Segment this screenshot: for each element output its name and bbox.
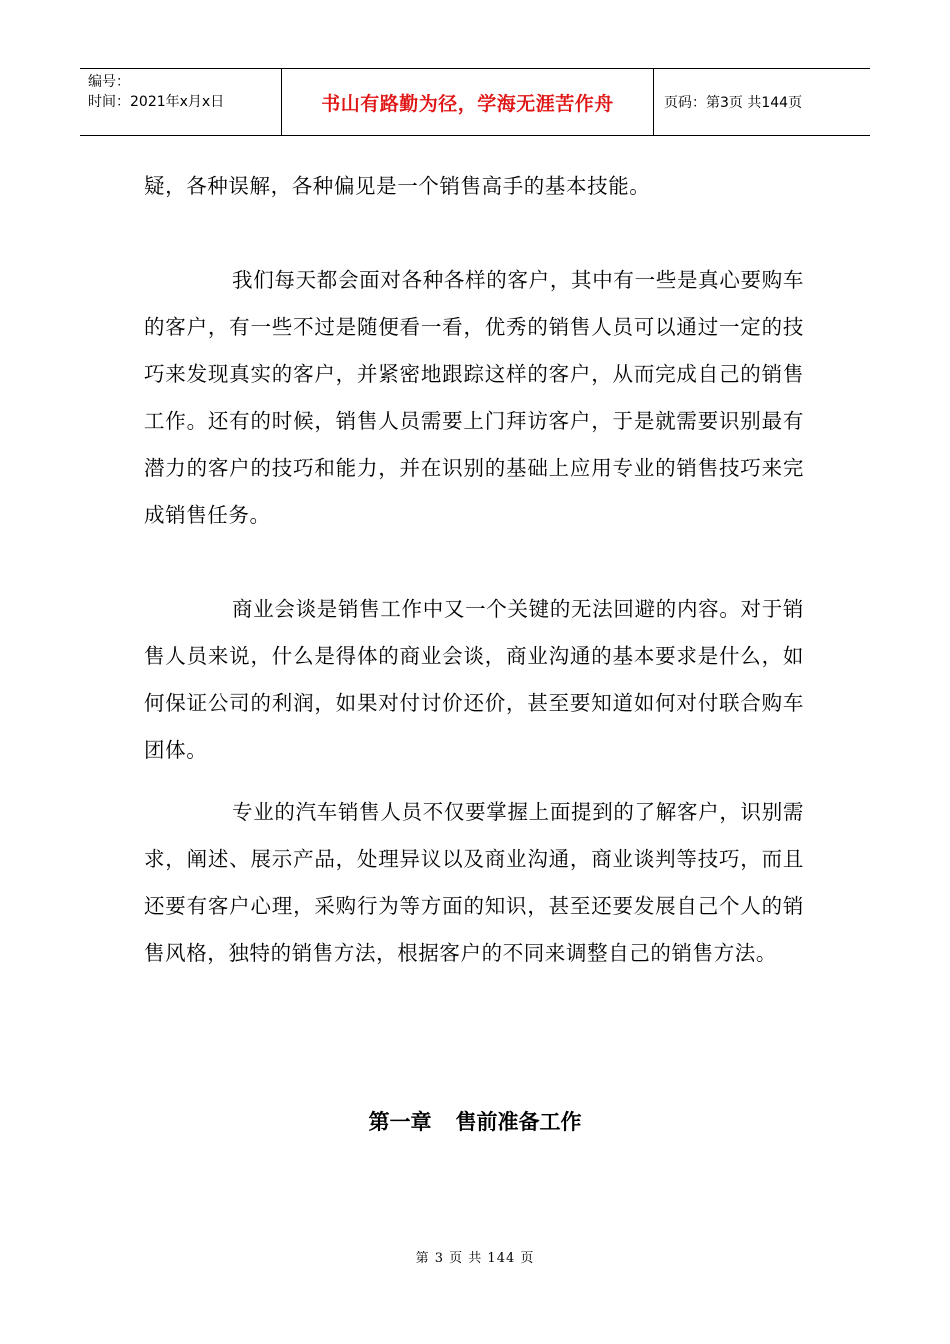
document-number-label: 编号：	[88, 74, 130, 90]
document-body	[144, 163, 804, 997]
header-motto-cell	[282, 69, 654, 135]
document-date: 时间：2021年x月x日	[88, 94, 225, 110]
chapter-heading	[0, 1106, 950, 1136]
page-footer: 第 3 页 共 144 页	[415, 1251, 535, 1266]
chapter-title: 售前准备工作	[455, 1110, 582, 1134]
header-motto: 书山有路勤为径，学海无涯苦作舟	[321, 92, 614, 115]
paragraph-continued: 疑，各种误解，各种偏见是一个销售高手的基本技能。	[144, 174, 651, 198]
header-meta	[80, 69, 282, 135]
chapter-number: 第一章	[368, 1110, 432, 1134]
paragraph: 我们每天都会面对各种各样的客户，其中有一些是真心要购车的客户，有一些不过是随便看一看，优秀的销售人员可以通过一定的技巧来发现真实的客户，并紧密地跟踪这样的客户，从而完成自己的销售工作。还有的时候，销售人员需要上门拜访客户，于是就需要识别最有潜力的客户的技巧和能力，并在识别的基础上应用专业的销售技巧来完成销售任务。	[144, 268, 804, 527]
page-header	[80, 68, 870, 136]
paragraph: 专业的汽车销售人员不仅要掌握上面提到的了解客户，识别需求，阐述、展示产品，处理异议以及商业沟通，商业谈判等技巧，而且还要有客户心理，采购行为等方面的知识，甚至还要发展自己个人的销售风格，独特的销售方法，根据客户的不同来调整自己的销售方法。	[144, 800, 804, 965]
header-page-info-cell	[654, 69, 870, 135]
paragraph: 商业会谈是销售工作中又一个关键的无法回避的内容。对于销售人员来说，什么是得体的商业会谈，商业沟通的基本要求是什么，如何保证公司的利润，如果对付讨价还价，甚至要知道如何对付联合购车团体。	[144, 597, 804, 762]
header-page-info: 页码：第3页 共144页	[664, 95, 803, 111]
